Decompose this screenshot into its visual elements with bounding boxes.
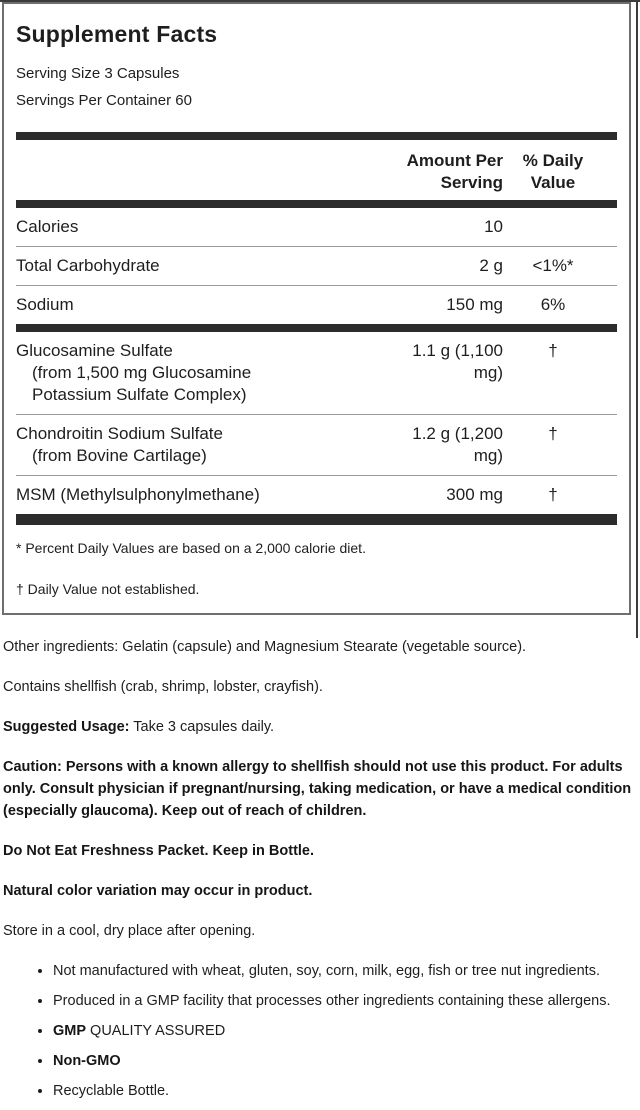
text-segment: Store in a cool, dry place after opening. (3, 923, 256, 939)
footnote: † Daily Value not established. (16, 581, 200, 597)
bold-text-segment: Natural color variation may occur in product. (3, 883, 313, 899)
additional-info-section (3, 636, 637, 1110)
list-item (53, 1020, 637, 1042)
row-label-name: Total Carbohydrate (16, 256, 160, 275)
row-label-name: Glucosamine Sulfate (16, 341, 173, 360)
row-label (16, 484, 391, 506)
info-paragraphs (3, 636, 637, 942)
row-amount: 1.2 g (1,200 mg) (412, 424, 503, 465)
row-daily-value: <1%* (532, 256, 574, 275)
list-item (53, 990, 637, 1012)
table-row (16, 286, 617, 324)
row-label-name: Chondroitin Sodium Sulfate (16, 424, 223, 443)
caution-paragraph (3, 756, 637, 822)
row-amount: 2 g (479, 256, 503, 275)
row-label (16, 423, 391, 467)
footnotes (16, 539, 617, 599)
text-segment: Other ingredients: Gelatin (capsule) and Magnesium Stearate (vegetable source). (3, 639, 527, 655)
row-daily-value: 6% (540, 295, 566, 314)
servings-per-container: Servings Per Container 60 (16, 92, 192, 109)
suggested-usage-paragraph (3, 716, 637, 738)
bold-text-segment: Do Not Eat Freshness Packet. Keep in Bottle. (3, 843, 315, 859)
row-daily-value: † (548, 485, 558, 504)
row-label-name: Calories (16, 217, 79, 236)
freshness-packet-paragraph (3, 840, 637, 862)
thick-end-divider (16, 514, 617, 525)
supplement-facts-panel (2, 2, 631, 615)
text-segment: Recyclable Bottle. (53, 1083, 170, 1099)
row-sublabel: (from 1,500 mg Glucosamine Potassium Sulfate Complex) (32, 363, 252, 404)
list-item (53, 1050, 637, 1072)
bold-text-segment: Suggested Usage: (3, 719, 130, 735)
color-variation-paragraph (3, 880, 637, 902)
row-amount: 1.1 g (1,100 mg) (412, 341, 503, 382)
thick-divider (16, 200, 617, 208)
row-sublabel: (from Bovine Cartilage) (32, 446, 207, 465)
thick-divider (16, 132, 617, 140)
row-label (16, 255, 391, 277)
text-segment: Contains shellfish (crab, shrimp, lobster, crayfish). (3, 679, 323, 695)
daily-value-header: % Daily Value (522, 151, 584, 192)
row-label-name: MSM (Methylsulphonylmethane) (16, 485, 260, 504)
column-header-spacer (16, 150, 391, 194)
bold-text-segment: GMP (53, 1023, 87, 1039)
table-row (16, 415, 617, 475)
label-right-edge-line (636, 0, 638, 638)
table-column-headers (16, 140, 617, 200)
table-row (16, 247, 617, 285)
table-row (16, 476, 617, 514)
storage-paragraph (3, 920, 637, 942)
row-daily-value (503, 216, 603, 238)
facts-table (16, 208, 617, 525)
text-segment: Not manufactured with wheat, gluten, soy, corn, milk, egg, fish or tree nut ingredients. (53, 963, 600, 979)
table-row (16, 208, 617, 246)
row-label (16, 340, 391, 406)
row-amount: 10 (484, 217, 503, 236)
text-segment: Take 3 capsules daily. (129, 719, 275, 735)
row-label (16, 216, 391, 238)
row-label (16, 294, 391, 316)
row-daily-value: † (548, 341, 558, 360)
serving-size: Serving Size 3 Capsules (16, 65, 180, 82)
panel-title: Supplement Facts (16, 21, 218, 47)
amount-per-serving-header: Amount Per Serving (406, 151, 503, 192)
contains-shellfish-paragraph (3, 676, 637, 698)
row-daily-value: † (548, 424, 558, 443)
text-segment: QUALITY ASSURED (86, 1023, 226, 1039)
feature-bullet-list (3, 960, 637, 1102)
table-row (16, 332, 617, 414)
list-item (53, 960, 637, 982)
row-amount: 300 mg (446, 485, 503, 504)
row-label-name: Sodium (16, 295, 74, 314)
footnote: * Percent Daily Values are based on a 2,000 calorie diet. (16, 540, 366, 556)
row-amount: 150 mg (446, 295, 503, 314)
other-ingredients-paragraph (3, 636, 637, 658)
bold-text-segment: Caution: Persons with a known allergy to shellfish should not use this product. For adults only. Consult physician if pregnant/nursing, taking medication, or have a medical condition (especially glaucoma). Keep out of reach of children. (3, 759, 632, 819)
thick-divider (16, 324, 617, 332)
text-segment: Produced in a GMP facility that processes other ingredients containing these allergens. (53, 993, 611, 1009)
bold-text-segment: Non-GMO (53, 1053, 121, 1069)
list-item (53, 1080, 637, 1102)
